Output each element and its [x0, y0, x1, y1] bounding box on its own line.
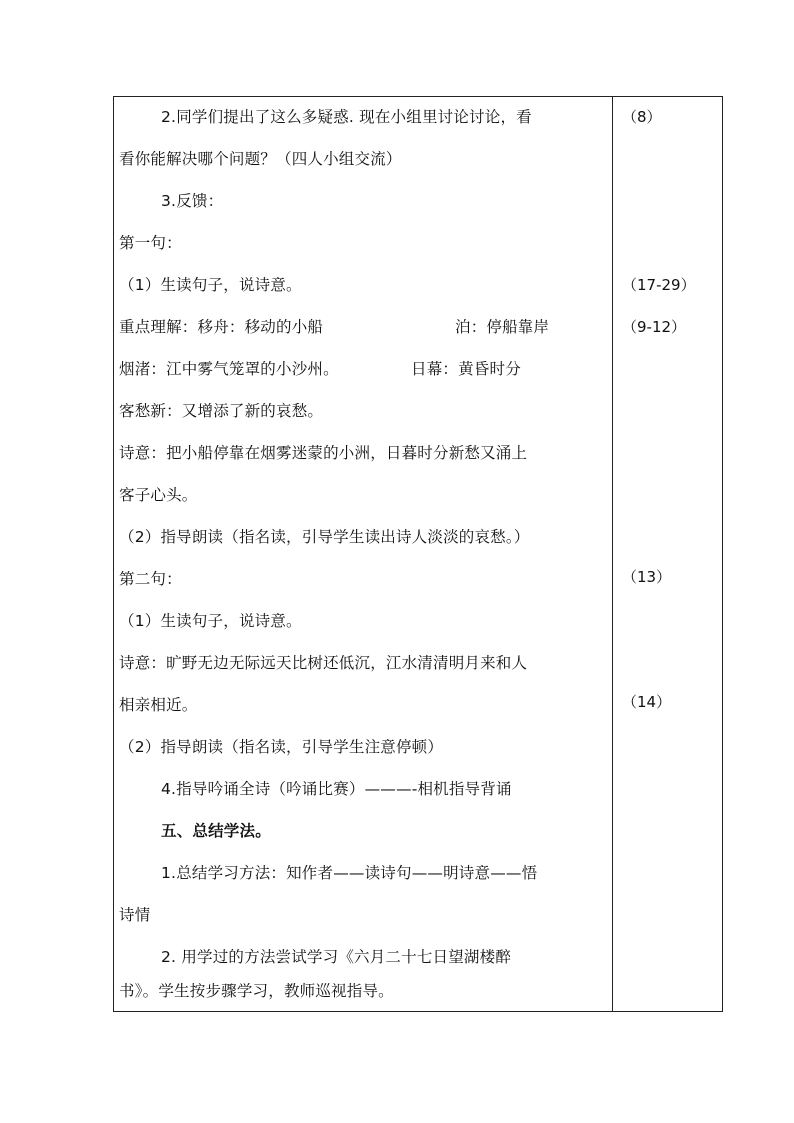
- text-line: （1）生读句子，说诗意。: [119, 612, 302, 630]
- side-note: （14）: [622, 693, 672, 711]
- text-line: 泊：停船靠岸: [455, 318, 550, 336]
- section-heading: 五、总结学法。: [161, 822, 271, 840]
- text-line: 4.指导吟诵全诗（吟诵比赛）———-相机指导背诵: [161, 780, 512, 798]
- text-line: 第一句：: [119, 234, 182, 252]
- text-line: 客愁新：又增添了新的哀愁。: [119, 402, 324, 420]
- text-line: 书》。学生按步骤学习，教师巡视指导。: [119, 982, 394, 1000]
- text-line: （2）指导朗读（指名读，引导学生读出诗人淡淡的哀愁。）: [119, 528, 530, 546]
- text-line: 第二句：: [119, 570, 182, 588]
- side-note: （13）: [622, 568, 672, 586]
- text-line: 烟渚：江中雾气笼罩的小沙州。: [119, 360, 339, 378]
- text-line: 1.总结学习方法：知作者——读诗句——明诗意——悟: [161, 864, 538, 882]
- text-line: （2）指导朗读（指名读，引导学生注意停顿）: [119, 738, 444, 756]
- text-line: 客子心头。: [119, 486, 198, 504]
- text-line: 2.同学们提出了这么多疑惑. 现在小组里讨论讨论，看: [161, 108, 532, 126]
- text-line: 看你能解决哪个问题？（四人小组交流）: [119, 150, 402, 168]
- text-line: 3.反馈：: [161, 192, 224, 210]
- text-line: （1）生读句子，说诗意。: [119, 276, 302, 294]
- text-line: 重点理解：移舟：移动的小船: [119, 318, 324, 336]
- text-line: 日幕：黄昏时分: [411, 360, 521, 378]
- lesson-plan-table: [113, 96, 723, 1012]
- text-line: 诗意：旷野无边无际远天比树还低沉，江水清清明月来和人: [119, 654, 528, 672]
- text-line: 诗意：把小船停靠在烟雾迷蒙的小洲，日暮时分新愁又涌上: [119, 444, 528, 462]
- side-note: （17-29）: [622, 276, 696, 294]
- text-line: 诗情: [119, 906, 151, 924]
- side-note: （9-12）: [622, 318, 687, 336]
- text-line: 相亲相近。: [119, 696, 198, 714]
- column-divider: [612, 97, 613, 1011]
- text-line: 2. 用学过的方法尝试学习《六月二十七日望湖楼醉: [161, 948, 512, 966]
- side-note: （8）: [622, 108, 662, 126]
